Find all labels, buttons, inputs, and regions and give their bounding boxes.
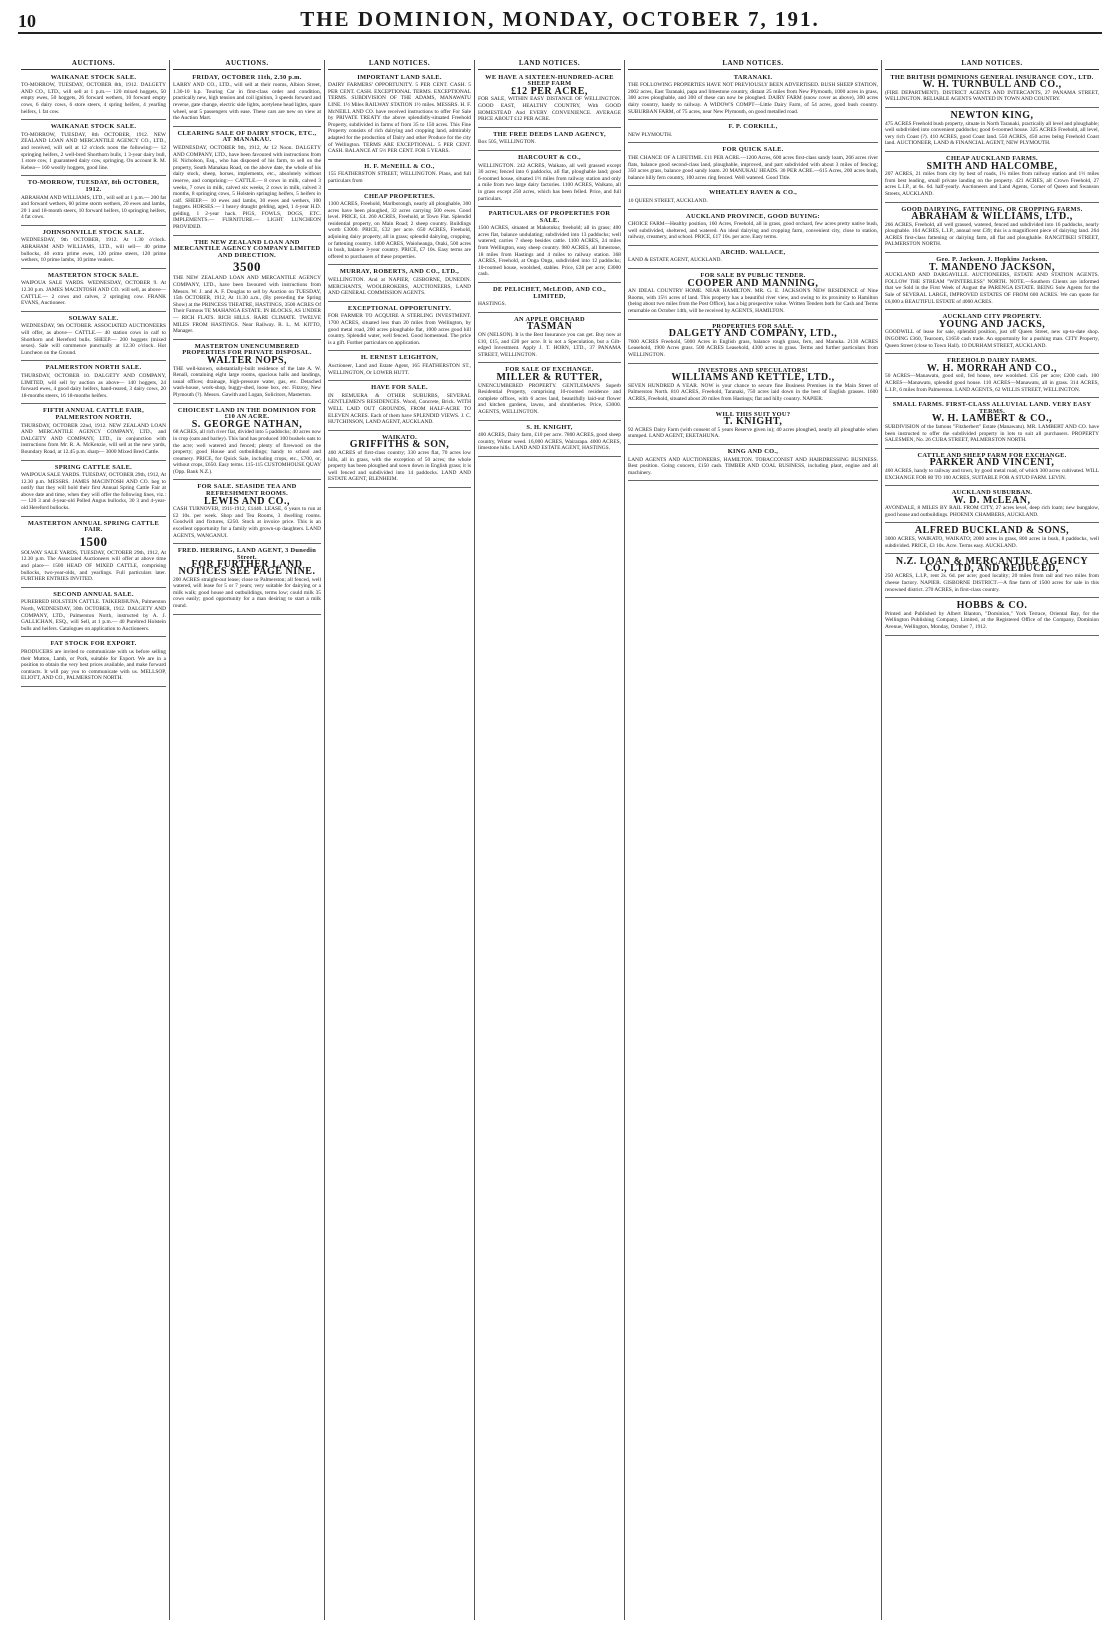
advertisement <box>885 525 1099 554</box>
ad-body: GOODWILL of lease for sale, splendid position, just off Queen Street, new up-to-date shop. INGOING £360, Tearoom, £1650 cash trade. An opportunity for a pushing man. CITY Property, Queen Street (close to Town Hall). 10 DURHAM STREET, AUCKLAND. <box>885 329 1099 349</box>
ad-title: CHEAP AUCKLAND FARMS. <box>946 154 1038 162</box>
ad-body: THURSDAY, OCTOBER 10. DALGETY AND COMPANY, LIMITED, will sell by auction as above— 140 hoggets, 24 forward ewes, 4 good dairy heifers, hand-reared, 3 dairy cows, 20 18-months steers, 16 18-months heifers. <box>21 372 166 399</box>
ad-headline: WILLIAMS AND KETTLE, LTD., <box>671 372 835 384</box>
advertisement <box>478 153 621 207</box>
ad-title: HARCOURT & CO., <box>518 153 581 161</box>
ad-title: FOR SALE OF EXCHANGE. <box>505 366 594 374</box>
ad-headline: YOUNG AND JACKS, <box>938 318 1046 330</box>
column-4 <box>475 60 625 1620</box>
ad-body: Printed and Published by Albert Blanton, "Dominion," York Terrace, Oriental Bay, for the Wellington Publishing Company, Limited, at the Registered Office of the Company, Dominion Avenue, Wellington, Monday, October 7, 1912. <box>885 610 1099 630</box>
ad-body: Auctioneer, Land and Estate Agent, 165 FEATHERSTON ST., WELLINGTON, Or LOWER HUTT. <box>328 362 471 376</box>
ad-body: 10 QUEEN STREET, AUCKLAND. <box>628 197 708 204</box>
ad-body: 68 ACRES, all rich river flat, divided into 5 paddocks; 40 acres now in crop (oats and barley). This land has produced 100 bushels oats to the acre; well watered and fenced; plenty of firewood on the property; good House and outbuildings; handy to school and creamery. PRICE, for Quick Sale, including crops, etc., £700, or, without crops, £650. Easy terms. 115-115 CUSTOMHOUSE QUAY (Opp. Bank N.Z.). <box>173 429 321 475</box>
ad-headline: S. GEORGE NATHAN, <box>191 418 303 430</box>
ad-headline: W. H. MORRAH AND CO., <box>926 362 1058 374</box>
ad-body: 266 ACRES, Freehold, all well grassed, watered, fenced and subdivided into 16 paddocks, nearly ploughable. 104 ACRES, L.I.P., annual rent £39; this is a magnificent piece of dairying land. 264 ACRES first-class fattening or dairying farm, all flat and ploughable. RANGITIKEI STREET, PALMERSTON NORTH. <box>885 221 1099 248</box>
advertisement <box>173 73 321 127</box>
ad-body: WEDNESDAY, 9th OCTOBER, 1912. At 1.30 o'clock. ABRAHAM AND WILLIAMS, LTD., will sell— 40 prime bullocks, 40 extra prime ewes, 120 prime steers, 120 prime wethers, 10 prime lambs, 10 prime vealers. <box>21 237 166 264</box>
column-heading: LAND NOTICES. <box>628 60 878 70</box>
advertisement <box>885 451 1099 486</box>
advertisement <box>21 363 166 404</box>
ad-title: ARCHD. WALLACE, <box>720 248 786 256</box>
advertisement <box>21 271 166 312</box>
advertisement <box>478 365 621 420</box>
ad-body: WAIPOUA SALE YARDS. WEDNESDAY, OCTOBER 9. At 12.30 p.m. JAMES MACINTOSH AND CO. will sell, as above— CATTLE.— 2 cows and calves, 2 springing cow. FRANK EVANS, Auctioneer. <box>21 280 166 307</box>
ad-title: MURRAY, ROBERTS, AND CO., LTD., <box>339 268 460 276</box>
ad-title: FRED. HERRING, LAND AGENT, 3 Dunedin Street. <box>177 547 317 561</box>
ad-body: 400 ACRES of first-class country; 330 acres flat, 70 acres low hills, all in grass, with the exception of 50 acres; the whole property has been ploughed and sown down in English grass; it is well fenced and subdivided into 14 paddocks. LAND AND ESTATE AGENT, BLENHEIM. <box>328 449 471 483</box>
ad-body: 155 FEATHERSTON STREET, WELLINGTON. Plans, and full particulars from <box>328 171 471 184</box>
advertisement <box>628 447 878 481</box>
advertisement <box>173 238 321 340</box>
ad-title: PARTICULARS OF PROPERTIES FOR SALE. <box>488 210 611 224</box>
ad-body: ON (NELSON). It is the Best Insurance you can get. Buy now at £10, £15, and £20 per acre. It is not a Speculation, but a Gilt-edged Investment. Apply J. T. HORN, LTD., 37 PANAMA STREET, WELLINGTON. <box>478 332 621 358</box>
advertisement <box>885 488 1099 523</box>
advertisement <box>885 110 1099 152</box>
ad-body: AN IDEAL COUNTRY HOME. NEAR HAMILTON. MR. G. E. JACKSON'S NEW RESIDENCE of Nine Rooms, with 15½ acres of land. This property has a beautiful river view, and owing to its proximity to Hamilton (being about two miles from the Post Office), has a big prospective value. Written Tenders both for Cash and Terms returnable on October 14th, will be received by AGENTS, HAMILTON. <box>628 288 878 315</box>
advertisement <box>628 212 878 246</box>
ad-headline: N.Z. LOAN & MERCANTILE AGENCY CO., LTD, AND REDUCED, <box>895 556 1089 574</box>
ad-headline: ALFRED BUCKLAND & SONS, <box>914 525 1070 537</box>
ad-body: 1300 ACRES, Freehold, Marlborough, nearly all ploughable, 300 acres have been ploughed, 32 acres carrying 500 ewes. Good level. PRICE, £4. 260 ACRES, Freehold, at Town Flat. Splendid residential property, on Main Road; 2 sheep country. Buildings worth £3000. PRICE, £32 per acre. 650 ACRES, Freehold, adjoining dairy property, all in grass; splendid dairying, cropping, or fattening country. 1400 ACRES, Waioheanga, Otaki, 500 acres in bush, balance 3-year country. PRICE, £7 10s. Easy terms are offered to purchasers of these properties. <box>328 201 471 260</box>
advertisement <box>328 73 471 160</box>
advertisement <box>173 546 321 614</box>
ad-headline: £12 PER ACRE, <box>511 85 588 97</box>
ad-title: THE BRITISH DOMINIONS GENERAL INSURANCE COY., LTD. <box>890 73 1094 81</box>
ad-body: WEDNESDAY, OCTOBER 9th, 1912, At 12 Noon. DALGETY AND COMPANY, LTD., have been favoured with instructions from H. Nicholson, Esq., who has disposed of his farm, to sell on the property, South Manakau Road, on the above date, the whole of his dairy stock, sheep, horses, implements, etc., absolutely without reserve, and comprising:— CATTLE.— 8 cows in milk, calved 3 weeks, 7 cows in milk, calved six weeks, 2 cows in milk, calved 3 months, 8 springing cows, 5 Holstein springing heifers, 5 heifers in calf. SHEEP.— 10 ewes and lambs, 30 ewes and wethers, 100 hoggets. HORSES.— 1 heavy draught gelding, aged, 1 4-year H.D. gelding, 1 2-year hack. PIGS, FOWLS, DOGS, ETC. IMPLEMENTS.— FURNITURE.— LIGHT LUNCHEON PROVIDED. <box>173 144 321 231</box>
ad-body: UNENCUMBERED PROPERTY. GENTLEMAN'S Superb Residential Property, comprising 10-roomed residence and complete offices, with 6 acres land, beautifully laid-out flower and kitchen gardens, lawns, and shrubberies. Price, £3000. AGENTS, WELLINGTON. <box>478 382 621 415</box>
ad-title: THE FREE DEEDS LAND AGENCY, <box>493 130 606 138</box>
ad-title: CLEARING SALE OF DAIRY STOCK, ETC., AT MANAKAU. <box>177 129 317 144</box>
ad-title: SPRING CATTLE SALE. <box>54 463 133 471</box>
ad-title: H. F. McNEILL & CO., <box>364 162 435 170</box>
advertisement <box>885 255 1099 310</box>
ad-title: SECOND ANNUAL SALE. <box>53 590 134 598</box>
ad-headline: GRIFFITHS & SON, <box>349 439 450 451</box>
ad-title: EXCEPTIONAL OPPORTUNITY. <box>347 304 452 312</box>
advertisement <box>628 145 878 186</box>
advertisement <box>885 73 1099 108</box>
advertisement <box>328 192 471 266</box>
ad-body: SEVEN HUNDRED A YEAR. NOW is your chance to secure fine Business Premises in the Main Street of Palmerston North. 810 ACRES, Freehold, Taranaki, 750 acres laid down in the best of English grasses. 1600 ACRES, Freehold, situated about 20 miles from Hastings; flat and hilly country. NAPIER. <box>628 382 878 402</box>
ad-headline: 1500 <box>79 533 108 549</box>
ad-title: CHOICEST LAND IN THE DOMINION FOR £10 AN ACRE. <box>177 406 317 421</box>
ad-body: ABRAHAM AND WILLIAMS, LTD., will sell at 1 p.m.— 200 fat and forward wethers, 60 prime storm wethers, 20 ewes and lambs, 20 1 and 18-month steers, 10 forward heifers, 10 springing heifers, 4 fat cows. <box>21 194 166 221</box>
advertisement <box>328 304 471 352</box>
ad-title: S. H. KNIGHT, <box>526 423 573 431</box>
ad-title: H. ERNEST LEIGHTON, <box>360 354 439 362</box>
ad-title: JOHNSONVILLE STOCK SALE. <box>42 228 145 236</box>
ad-headline: DALGETY AND COMPANY, LTD., <box>668 328 838 340</box>
ad-headline: NEWTON KING, <box>950 109 1034 121</box>
column-3 <box>325 60 475 1620</box>
advertisement <box>328 383 471 431</box>
ad-title: MASTERTON ANNUAL SPRING CATTLE FAIR. <box>27 519 160 534</box>
advertisement <box>328 162 471 190</box>
ad-body: AUCKLAND AND DARGAVILLE. AUCTIONEERS, ESTATE AND STATION AGENTS. FOLLOW THE STREAM "WINTERLESS" NORTH. NOTE.—Southern Clients are informed that we Sold in the First Week of August the PARENGA ESTATE. BEING Sole Agents for the Sale of SEVERAL LARGE, IMPROVED ESTATES OF FROM 600 ACRES. We can quote for £6,000 a BEAUTIFUL ESTATE of 4000 ACRES. <box>885 272 1099 305</box>
advertisement <box>628 122 878 143</box>
ad-title: PROPERTIES FOR SALE. <box>712 322 794 330</box>
ad-title: AUCKLAND PROVINCE, GOOD BUYING: <box>686 212 820 220</box>
column-6 <box>882 60 1102 1620</box>
ad-title: MASTERTON STOCK SALE. <box>48 271 139 279</box>
advertisement <box>173 482 321 544</box>
ad-body: LAND AGENTS AND AUCTIONEERS, HAMILTON. TOBACCONIST AND HAIRDRESSING BUSINESS. Best position. Going concern, £150 cash. TIMBER AND COAL BUSINESS, including plant, engine and all machinery. <box>628 456 878 476</box>
advertisement <box>628 271 878 320</box>
ad-title: TARANAKI. <box>733 73 773 81</box>
advertisement <box>328 433 471 488</box>
ad-title: FREEHOLD DAIRY FARMS. <box>947 357 1037 365</box>
advertisement <box>328 353 471 381</box>
ad-title: FOR QUICK SALE. <box>722 146 784 154</box>
advertisement <box>628 248 878 269</box>
column-heading: LAND NOTICES. <box>328 60 471 70</box>
ad-title: F. P. CORKILL, <box>728 123 778 131</box>
ad-body: THE FOLLOWING PROPERTIES HAVE NOT PREVIOUSLY BEEN ADVERTISED. BUSH SHEEP STATION, 2002 acres, East Taranaki, papa and limestone country, distant 25 miles from New Plymouth, 1000 acres in grass, 300 acres ploughable, and 300 of these can now be ploughed. DAIRY FARM (snow cover as above), 300 acres dairy country, handy to railway. A WIDOW'S COMPT—Little Dairy Farm, of 54 acres, good bush country. SUBURBAN FARM, of 75 acres, near New Plymouth, on good metalled road. <box>628 82 878 115</box>
advertisement <box>21 406 166 460</box>
page-number: 10 <box>18 11 36 31</box>
advertisement <box>628 410 878 445</box>
advertisement <box>173 342 321 404</box>
ad-headline: W. H. LAMBERT & CO., <box>931 413 1053 425</box>
advertisement <box>21 228 166 269</box>
ad-body: NEW PLYMOUTH. <box>628 131 673 138</box>
ad-title: CATTLE AND SHEEP FARM FOR EXCHANGE. <box>917 451 1067 459</box>
ad-headline: T. MANDENO JACKSON, <box>929 261 1055 273</box>
ad-title: FOR SALE. SEASIDE TEA AND REFRESHMENT ROOMS. <box>197 483 297 498</box>
advertisement <box>21 178 166 226</box>
ad-body: 400 ACRES, handy to railway and town, by good metal road, of which 300 acres cultivated. WILL EXCHANGE FOR 80 TO 100 ACRES, SUITABLE FOR A STUD FARM. LEVIN. <box>885 467 1099 481</box>
advertisement <box>628 366 878 408</box>
advertisement <box>885 556 1099 598</box>
column-5 <box>625 60 882 1620</box>
advertisement <box>21 73 166 121</box>
ad-body: Box 505, WELLINGTON. <box>478 139 536 146</box>
newspaper-title: THE DOMINION, MONDAY, OCTOBER 7, 191. <box>300 7 820 31</box>
ad-body: THURSDAY, OCTOBER 22nd, 1912. NEW ZEALAND LOAN AND MERCANTILE AGENCY COMPANY, LTD., and DALGETY AND COMPANY, LTD., in conjunction with instructions from Mr. R. A. McKenzie, will sell at the new yards, Boundary Road, at 12.45 p.m. sharp— 3000 Mixed Bred Cattle. <box>21 422 166 455</box>
ad-body: PUREBRED HOLSTEIN CATTLE. TAIKERIHUNA, Palmerston North, WEDNESDAY, 30th OCTOBER, 1912. DALGETY AND COMPANY, LTD., Palmerston North, instructed by A. J. GALLICHAN, ESQ., will Sell, at 1 p.m.— 40 Purebred Holstein bulls and heifers. Catalogues on application to Auctioneers. <box>21 599 166 632</box>
column-heading: LAND NOTICES. <box>478 60 621 70</box>
column-heading: LAND NOTICES. <box>885 60 1099 70</box>
ad-body: WEDNESDAY, 9th OCTOBER. ASSOCIATED AUCTIONEERS will offer, as above— CATTLE.— 40 station cows in calf to Shorthorn and Hereford bulls. SHEEP.— 200 hoggets (mixed sexes). Sale will commence punctually at 12.30 o'clock. Hot Luncheon on the Ground. <box>21 323 166 356</box>
ad-headline: HOBBS & CO. <box>956 600 1028 612</box>
advertisement <box>173 406 321 481</box>
ad-body: TO-MORROW, TUESDAY, 8th OCTOBER, 1912. NEW ZEALAND LOAN AND MERCANTILE AGENCY CO., LTD., and received, will sell at 12 o'clock noon the following:— 12 springing heifers, 2 well-bred Shorthorn bulls, 1 3-year dairy bull, 1 store cow, 1 guaranteed dairy cow, springing. On account R. M. Kebea— 160 woolly hoggets, good line. <box>21 131 166 171</box>
advertisement <box>21 590 166 638</box>
ad-title: WHEATLEY RAVEN & CO., <box>708 189 798 197</box>
ad-body: 250 ACRES, L.I.P., rent 2s. 6d. per acre; good locality; 20 miles from rail and two miles from cheese factory. NAPIER. GISBORNE DISTRICT.—A fine farm of 1500 acres for sale in this renowned district. 270 ACRES, in first-class country. <box>885 573 1099 593</box>
ad-title: AUCKLAND SUBURBAN. <box>951 489 1033 497</box>
advertisement <box>478 423 621 457</box>
ad-headline: WALTER NOPS, <box>206 354 288 366</box>
ad-title: SMALL FARMS. FIRST-CLASS ALLUVIAL LAND. VERY EASY TERMS. <box>892 401 1092 415</box>
ad-title: WILL THIS SUIT YOU? <box>715 410 791 418</box>
ad-title: AUCKLAND CITY PROPERTY. <box>942 313 1042 321</box>
ad-title: AN APPLE ORCHARD <box>514 315 585 323</box>
column-1 <box>18 60 170 1620</box>
ad-headline: MILLER & RUTTER, <box>496 371 603 383</box>
advertisement <box>885 205 1099 254</box>
ad-body: 400 ACRES, Dairy farm, £10 per acre. 7800 ACRES, good sheep country, Winter weed. 16,000 ACRES, Wairarapa. 4000 ACRES, limestone hills. LAND AND ESTATE AGENT, HASTINGS. <box>478 432 621 452</box>
advertisement <box>173 129 321 236</box>
advertisement <box>885 600 1099 635</box>
ad-body: TO-MORROW, TUESDAY, OCTOBER 8th, 1912. DALGETY AND CO., LTD., will sell at 1 p.m.— 120 mixed hoggets, 50 empty ewes, 50 hoggets, 26 forward wethers, 10 forward empty cows, 6 dairy cows, 6 store steers, 4 spring heifers, 4 yearling heifers, 1 fat cow. <box>21 82 166 115</box>
ad-body: 475 ACRES Freehold bush property, situate in North Taranaki, practically all level and ploughable; well subdivided into convenient paddocks; good 6-roomed house. 325 ACRES Freehold, all level, very rich Coast (?). 410 ACRES, good Coast land. 550 ACRES, 450 acres being Freehold Coast land. AUCTIONEER, LAND & FINANCIAL AGENT, NEW PLYMOUTH. <box>885 120 1099 147</box>
ad-body: THE NEW ZEALAND LOAN AND MERCANTILE AGENCY COMPANY, LTD., have been favoured with instructions from Messrs. W. J. and A. F. Douglas to sell by Auction on TUESDAY, 15th OCTOBER, 1912, At 11.30 a.m., (By preceding the Spring Show) at the PRINCESS THEATRE, HASTINGS, 3500 ACRES Of Their Famous TE MAHANGA ESTATE. IN BLOCKS, AS UNDER— RICH FLATS. RICH HILLS. RARE CLIMATE. TWELVE MILES FROM HASTINGS. Near Railway. R. L. M. KITTO, Manager. <box>173 275 321 335</box>
advertisement <box>21 519 166 588</box>
ad-title: FAT STOCK FOR EXPORT. <box>50 640 137 648</box>
advertisement <box>21 314 166 362</box>
ad-title: HAVE FOR SALE. <box>371 384 428 392</box>
ad-title: SOLWAY SALE. <box>68 314 119 322</box>
advertisement <box>628 322 878 364</box>
ad-title: KING AND CO., <box>727 447 779 455</box>
ad-title: WAIKATO. <box>381 433 417 441</box>
column-heading: AUCTIONS. <box>173 60 321 70</box>
ad-headline: ABRAHAM & WILLIAMS, LTD., <box>911 211 1073 223</box>
ad-body: HASTINGS. <box>478 301 507 308</box>
columns-container <box>18 60 1102 1620</box>
advertisement <box>328 267 471 301</box>
ad-title: WAIKANAE STOCK SALE. <box>50 123 137 131</box>
ad-body: 200 ACRES straight-out lease; close to Palmerston; all fenced, well watered, will lease for 5 or 7 years; very suitable for dairying or a milk walk; good house and outbuildings, terms low; could milk 35 cows easily; good opportunity for a man desiring to start a milk round. <box>173 576 321 609</box>
ad-body: AVONDALE, 8 MILES BY RAIL FROM CITY, 27 acres level, deep rich loam; new bungalow, good house and outbuildings. PHOENIX CHAMBERS, AUCKLAND. <box>885 505 1099 518</box>
ad-body: WELLINGTON. And at NAPIER, GISBORNE, DUNEDIN. MERCHANTS, WOOLBROKERS, AUCTIONEERS, LAND AND GENERAL COMMISSION AGENTS. <box>328 277 471 297</box>
ad-body: THE CHANCE OF A LIFETIME. £11 PER ACRE.—1200 Acres, 600 acres first-class sandy loam, 266 acres river flats, balance good second-class land, ploughable, improved, and part subdivided with about 3 miles of fencing; 350 acres grass, balance good sandy loam. 20 MANUKAU HEADS. 30 PER ACRE.—615 Acres, 200 acres bush, balance hilly fern country, 100 acres ring fenced. Well watered. Good Title. <box>628 154 878 181</box>
advertisement <box>478 209 621 283</box>
ad-body: THE well-known, substantially-built residence of the late A. W. Renall, containing eight large rooms, spacious halls and landings, usual offices; drainage, high-pressure water, gas, etc. Detached wash-house, work-shop, buggy-shed, loose box, etc. Fitzroy, New Plymouth (?). Messrs. Gawith and Logan, Solicitors, Masterton. <box>173 365 321 398</box>
column-heading: AUCTIONS. <box>21 60 166 70</box>
ad-title: IMPORTANT LAND SALE. <box>357 73 442 81</box>
ad-headline: COOPER AND MANNING, <box>687 277 819 289</box>
ad-title: FIFTH ANNUAL CATTLE FAIR, PALMERSTON NORTH. <box>42 407 144 421</box>
ad-headline: 3500 <box>233 259 261 275</box>
advertisement <box>21 463 166 517</box>
ad-headline: PARKER AND VINCENT, <box>929 457 1055 469</box>
ad-headline: TASMAN <box>526 321 573 333</box>
advertisement <box>885 400 1099 449</box>
masthead <box>18 6 1102 34</box>
ad-body: 92 ACRES Dairy Farm (with consent of 5 years Reserve given in); 40 acres ploughed, nearly all ploughable when stumped. LAND AGENT, EKETAHUNA. <box>628 426 878 440</box>
ad-body: CHOICE FARM—Healthy position, 160 Acres, Freehold, all in grass, good orchard, few acres pretty native bush, well subdivided, sheltered, and watered. An ideal dairying and cropping farm, convenient city, close to station, railway, creamery, and school. PRICE, £17 10s. per acre. Easy terms. <box>628 221 878 241</box>
ad-body: FOR FARMER TO ACQUIRE A STERLING INVESTMENT. 1700 ACRES, situated less than 20 miles from Wellington, by good metal road, 200 acres ploughable flat, 1000 acres good hill country. Splendid water, well fenced. Good homestead. The price is a gift. Further particulars on application. <box>328 313 471 346</box>
ad-body: SOLWAY SALE YARDS, TUESDAY, OCTOBER 29th, 1912, At 12.30 p.m. The Associated Auctioneers will offer at above time and place— 1500 HEAD OF MIXED CATTLE, comprising bullocks, two-year-olds, and yearlings. Full particulars later. FURTHER ENTRIES INVITED. <box>21 549 166 583</box>
ad-title: INVESTORS AND SPECULATORS! <box>697 366 809 374</box>
ad-body: 50 ACRES—Manawatu, good soil, fed house, new woolshed. £35 per acre; £200 cash. 100 ACRES—Manawatu, splendid good house. 110 ACRES—Manawatu, all in grass. 314 ACRES, L.I.P., 6 miles from Palmerston. LAND AGENTS, 62 WILLIS STREET, WELLINGTON. <box>885 373 1099 393</box>
ad-body: WELLINGTON. 242 ACRES, Waikato, all well grassed except 30 acres; fenced into 6 paddocks, all flat, ploughable land; good 6-roomed house, situated 1½ miles from railway station and only a mile from two large dairy factories. 1100 ACRES, Waikato, all in grass except 250 acres, which has been felled. Price, and full particulars. <box>478 162 621 202</box>
ad-body: DAIRY FARMERS' OPPORTUNITY. 5 PER CENT. CASH. 5 PER CENT. CASH. EXCEPTIONAL TERMS. EXCEPTIONAL TERMS. SUBDIVISION OF THE ADAMS, MANAWATU LINE. 1½ Miles RAILWAY STATION 1½ miles. MESSRS. H. F. McNEILL AND CO. have received instructions to offer For Sale by PRIVATE TREATY the above splendidly-situated Freehold Property, subdivided in farms of from 35 to 150 acres. This Fine Property consists of rich dairying and cropping land, admirably adapted for the production of Dairy and other Produce for the city of Wellington. TERMS ARE EXCEPTIONAL. 5 PER CENT. CASH. BALANCE AT 5½ PER CENT. FOR 5 YEARS. <box>328 82 471 155</box>
ad-title: THE NEW ZEALAND LOAN AND MERCANTILE AGENCY COMPANY LIMITED AND DIRECTION. <box>173 238 321 259</box>
ad-title: WAIKANAE STOCK SALE. <box>50 73 137 81</box>
ad-headline: W. H. TURNBULL AND CO., <box>922 79 1062 91</box>
advertisement <box>478 73 621 128</box>
ad-headline: FOR FURTHER LAND NOTICES SEE PAGE NINE. <box>178 559 316 577</box>
advertisement <box>885 356 1099 398</box>
ad-body: (FIRE DEPARTMENT). DISTRICT AGENTS AND INTERCANTS, 27 PANAMA STREET, WELLINGTON. RELIABLE AGENTS WANTED IN TOWN AND COUNTRY. <box>885 89 1099 103</box>
ad-title: Geo. P. Jackson. J. Hopkins Jackson. <box>936 256 1048 264</box>
ad-body: IN REMUERA & OTHER SUBURBS, SEVERAL GENTLEMEN'S RESIDENCES. Wood, Concrete, Brick. WITH WELL LAID OUT GROUNDS, FROM HALF-ACRE TO ELEVEN ACRES. Each of them have SPLENDID VIEWS. J. C. HUTCHINSON, LAND AGENT, AUCKLAND. <box>328 392 471 426</box>
ad-headline: SMITH AND HALCOMBE, <box>926 160 1058 172</box>
ad-title: DE PELICHET, McLEOD, AND CO., LIMITED, <box>493 286 606 300</box>
advertisement <box>885 312 1099 354</box>
ad-title: FRIDAY, OCTOBER 11th, 2.30 p.m. <box>192 73 302 81</box>
advertisement <box>628 188 878 209</box>
ad-title: PALMERSTON NORTH SALE. <box>45 364 142 372</box>
ad-body: LARRY AND CO., LTD., will sell at their rooms, Albion Street, 1.30-10 h.p. Touring Car in first-class order and condition, practically new, high tension and coil ignition, 3 speeds forward and reverse, gate change, electric side lights, acetylene head lights, spare wheel, seat 5 passengers with ease. These cars are new on view at the Auction Mart. <box>173 82 321 122</box>
ad-title: FOR SALE BY PUBLIC TENDER. <box>700 272 806 280</box>
ad-body: FOR SALE, WITHIN EASY DISTANCE OF WELLINGTON. GOOD EAST, HEALTHY COUNTRY, With GOOD HOMESTEAD And EVERY CONVENIENCE. AVERAGE PRICE ABOUT £12 PER ACRE. <box>478 96 621 123</box>
advertisement <box>478 285 621 313</box>
advertisement <box>478 130 621 151</box>
advertisement <box>885 154 1099 203</box>
ad-body: SUBDIVISION of the famous "Fitzherbert" Estate (Manawatu). MR. LAMBERT AND CO. have been instructed to offer the subdivided property in lots to suit all purchasers. PROPERTY SALESMEN, No. 26 CUBA STREET, PALMERSTON NORTH. <box>885 423 1099 444</box>
ad-body: 207 ACRES, 21 miles from city by best of roads, 1¼ miles from railway station and 1½ miles from best leading, small private landing on the property. 421 ACRES, all Crown Freehold, 27 acres L.I.P., at 6s. 6d. half-yearly. Auctioneers and Land Agents, Corner of Queen and Swanson Streets, AUCKLAND. <box>885 171 1099 197</box>
ad-headline: T. KNIGHT, <box>723 416 783 428</box>
advertisement <box>21 639 166 687</box>
ad-body: WAIPOUA SALE YARDS. TUESDAY, OCTOBER 29th, 1912, At 12.30 p.m. MESSRS. JAMES MACINTOSH AND CO. beg to notify that they will hold their first Annual Spring Cattle Fair at above date and time, when they will offer the following lines, viz.:— 120 3 and 4-year-old Polled Angus bullocks, 30 3 and 4-year-old Hereford bullocks. <box>21 472 166 512</box>
advertisement <box>628 73 878 121</box>
ad-body: 1500 ACRES, situated at Makotuku; freehold; all in grass; 400 acres flat, balance undulating; subdivided into 13 paddocks; well watered; carries 7 sheep besides cattle. 1100 ACRES, 24 miles from Wellington, easy sheep country. 980 ACRES, all limestone, 18 miles from Hastings and 4 miles to railway station. 368 ACRES, Freehold, at Onga Onga, subdivided into 12 paddocks; 10-roomed house, woolshed, stables. Price, £28 per acre; £3000 cash. <box>478 225 621 278</box>
ad-title: GOOD DAIRYING, FATTENING, OR CROPPING FARMS. <box>901 205 1083 213</box>
advertisement <box>478 315 621 364</box>
ad-title: WE HAVE A SIXTEEN-HUNDRED-ACRE SHEEP FARM <box>485 73 614 88</box>
ad-title: MASTERTON UNENCUMBERED PROPERTIES FOR PRIVATE DISPOSAL. <box>182 342 312 357</box>
ad-title: TO-MORROW, TUESDAY, 8th OCTOBER, 1912. <box>27 179 160 193</box>
ad-body: CASH TURNOVER, 1911-1912, £1440. LEASE, 6 years to run at £2 10s. per week. Shop and Tea Rooms, 3 dwelling rooms. Goodwill and fixtures, £250. Stock at invoice price. This is an excellent opportunity for a family with grown-up daughters. LAND AGENTS, WANGANUI. <box>173 506 321 539</box>
ad-body: 3000 ACRES, WAIKATO, WAIKATO; 2000 acres in grass, 800 acres in bush, 8 paddocks, well subdivided. PRICE, £3 10s. Acre. Terms easy. AUCKLAND. <box>885 536 1099 549</box>
ad-body: 7600 ACRES Freehold, 5000 Acres in English grass, balance rough grass, fern, and Manuka. 2130 ACRES Leasehold, 1900 Acres grass. 500 ACRES Leasehold, 4300 acres in grass. Terms and further particulars from WELLINGTON. <box>628 338 878 358</box>
ad-headline: W. D. McLEAN, <box>953 494 1031 506</box>
ad-body: PRODUCERS are invited to communicate with us before selling their Mutton, Lamb, or Pork, suitable for Export. We are in a position to obtain the very best prices available, and make forward contracts. It will pay you to communicate with us. MELLSOP, ELIOTT, AND CO., PALMERSTON NORTH. <box>21 648 166 682</box>
ad-title: CHEAP PROPERTIES. <box>364 192 435 200</box>
advertisement <box>21 122 166 176</box>
column-2 <box>170 60 325 1620</box>
ad-body: LAND & ESTATE AGENT, AUCKLAND. <box>628 257 722 264</box>
ad-headline: LEWIS AND CO., <box>204 495 290 507</box>
